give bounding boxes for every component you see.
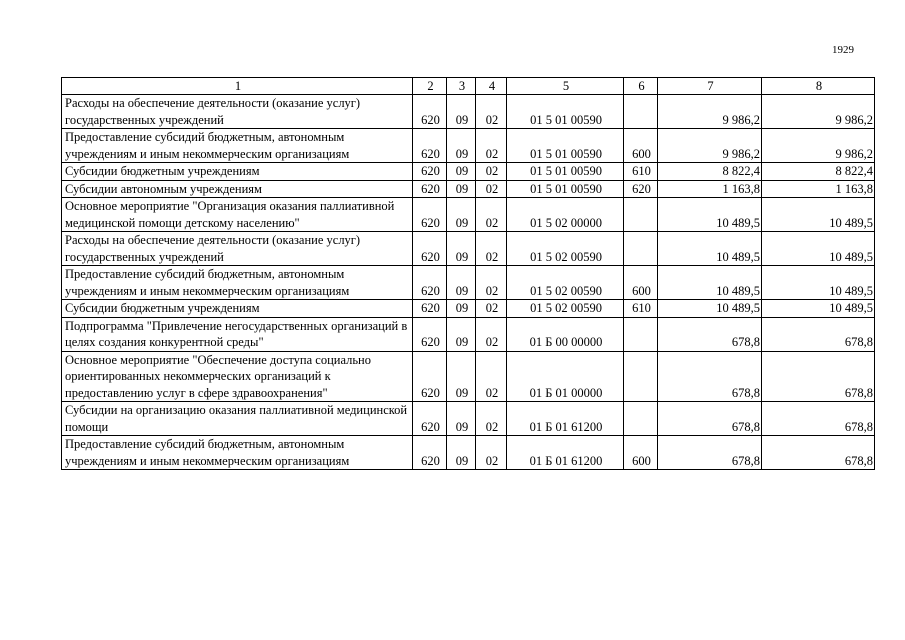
row-name-cell: Расходы на обеспечение деятельности (оказание услуг) государственных учреждений — [62, 232, 413, 266]
row-amount-col8: 8 822,4 — [762, 163, 875, 181]
row-ved-code: 620 — [413, 402, 447, 436]
row-ved-code: 620 — [413, 95, 447, 129]
row-section-code: 09 — [447, 402, 476, 436]
row-expense-type-code — [624, 198, 658, 232]
row-name-cell: Субсидии на организацию оказания паллиативной медицинской помощи — [62, 402, 413, 436]
row-expense-type-code: 610 — [624, 300, 658, 318]
row-section-code: 09 — [447, 180, 476, 198]
row-name-cell: Расходы на обеспечение деятельности (оказание услуг) государственных учреждений — [62, 95, 413, 129]
row-amount-col8: 10 489,5 — [762, 300, 875, 318]
table-row — [62, 163, 875, 181]
table-header — [62, 78, 875, 95]
row-section-code: 09 — [447, 95, 476, 129]
row-name-cell: Основное мероприятие "Организация оказания паллиативной медицинской помощи детскому населению" — [62, 198, 413, 232]
row-name-cell: Предоставление субсидий бюджетным, автономным учреждениям и иным некоммерческим организациям — [62, 129, 413, 163]
table-row — [62, 436, 875, 470]
row-amount-col7: 678,8 — [658, 317, 762, 351]
row-expense-type-code: 600 — [624, 436, 658, 470]
table-row — [62, 351, 875, 402]
row-ved-code: 620 — [413, 317, 447, 351]
table-row — [62, 129, 875, 163]
table-row — [62, 180, 875, 198]
table-row — [62, 317, 875, 351]
row-amount-col7: 1 163,8 — [658, 180, 762, 198]
row-name-cell: Предоставление субсидий бюджетным, автономным учреждениям и иным некоммерческим организациям — [62, 266, 413, 300]
row-ved-code: 620 — [413, 351, 447, 402]
row-amount-col8: 1 163,8 — [762, 180, 875, 198]
row-target-article-code: 01 5 02 00000 — [507, 198, 624, 232]
row-expense-type-code: 600 — [624, 266, 658, 300]
row-amount-col8: 678,8 — [762, 402, 875, 436]
row-subsection-code: 02 — [476, 266, 507, 300]
table-row — [62, 198, 875, 232]
row-ved-code: 620 — [413, 198, 447, 232]
table-row — [62, 266, 875, 300]
row-ved-code: 620 — [413, 266, 447, 300]
row-amount-col8: 9 986,2 — [762, 95, 875, 129]
row-target-article-code: 01 5 01 00590 — [507, 163, 624, 181]
row-expense-type-code: 600 — [624, 129, 658, 163]
row-section-code: 09 — [447, 129, 476, 163]
row-section-code: 09 — [447, 163, 476, 181]
row-ved-code: 620 — [413, 232, 447, 266]
row-target-article-code: 01 5 01 00590 — [507, 129, 624, 163]
row-amount-col8: 9 986,2 — [762, 129, 875, 163]
row-ved-code: 620 — [413, 300, 447, 318]
row-amount-col8: 10 489,5 — [762, 266, 875, 300]
column-header: 8 — [762, 78, 875, 95]
table-row — [62, 95, 875, 129]
row-amount-col7: 10 489,5 — [658, 266, 762, 300]
row-section-code: 09 — [447, 198, 476, 232]
row-amount-col7: 10 489,5 — [658, 232, 762, 266]
row-subsection-code: 02 — [476, 198, 507, 232]
row-subsection-code: 02 — [476, 402, 507, 436]
row-target-article-code: 01 5 01 00590 — [507, 180, 624, 198]
row-target-article-code: 01 5 02 00590 — [507, 300, 624, 318]
row-amount-col7: 678,8 — [658, 351, 762, 402]
row-amount-col7: 9 986,2 — [658, 129, 762, 163]
row-target-article-code: 01 Б 01 61200 — [507, 402, 624, 436]
row-ved-code: 620 — [413, 129, 447, 163]
row-section-code: 09 — [447, 436, 476, 470]
row-ved-code: 620 — [413, 180, 447, 198]
row-expense-type-code — [624, 351, 658, 402]
row-subsection-code: 02 — [476, 95, 507, 129]
row-subsection-code: 02 — [476, 351, 507, 402]
row-name-cell: Субсидии бюджетным учреждениям — [62, 300, 413, 318]
row-subsection-code: 02 — [476, 129, 507, 163]
table-body — [62, 95, 875, 470]
row-expense-type-code — [624, 95, 658, 129]
row-expense-type-code — [624, 317, 658, 351]
row-target-article-code: 01 5 02 00590 — [507, 266, 624, 300]
row-target-article-code: 01 5 01 00590 — [507, 95, 624, 129]
row-expense-type-code: 620 — [624, 180, 658, 198]
row-amount-col7: 10 489,5 — [658, 198, 762, 232]
row-name-cell: Субсидии бюджетным учреждениям — [62, 163, 413, 181]
row-section-code: 09 — [447, 317, 476, 351]
table-row — [62, 300, 875, 318]
row-amount-col7: 678,8 — [658, 436, 762, 470]
row-amount-col8: 10 489,5 — [762, 198, 875, 232]
row-amount-col8: 678,8 — [762, 436, 875, 470]
table-row — [62, 232, 875, 266]
column-header: 7 — [658, 78, 762, 95]
row-name-cell: Основное мероприятие "Обеспечение доступа социально ориентированных некоммерческих организаций к предоставлению услуг в сфере здравоохранения" — [62, 351, 413, 402]
row-subsection-code: 02 — [476, 317, 507, 351]
column-header: 2 — [413, 78, 447, 95]
column-header: 3 — [447, 78, 476, 95]
column-header: 5 — [507, 78, 624, 95]
row-amount-col7: 10 489,5 — [658, 300, 762, 318]
row-amount-col8: 678,8 — [762, 317, 875, 351]
row-amount-col7: 678,8 — [658, 402, 762, 436]
column-header: 6 — [624, 78, 658, 95]
column-number-row — [62, 78, 875, 95]
row-target-article-code: 01 Б 01 61200 — [507, 436, 624, 470]
row-section-code: 09 — [447, 232, 476, 266]
row-target-article-code: 01 Б 01 00000 — [507, 351, 624, 402]
row-amount-col7: 8 822,4 — [658, 163, 762, 181]
row-ved-code: 620 — [413, 163, 447, 181]
budget-table — [61, 77, 875, 470]
page-number: 1929 — [832, 44, 854, 56]
row-subsection-code: 02 — [476, 300, 507, 318]
row-name-cell: Предоставление субсидий бюджетным, автономным учреждениям и иным некоммерческим организациям — [62, 436, 413, 470]
row-target-article-code: 01 5 02 00590 — [507, 232, 624, 266]
row-subsection-code: 02 — [476, 163, 507, 181]
row-expense-type-code: 610 — [624, 163, 658, 181]
row-amount-col7: 9 986,2 — [658, 95, 762, 129]
row-amount-col8: 678,8 — [762, 351, 875, 402]
row-name-cell: Субсидии автономным учреждениям — [62, 180, 413, 198]
row-ved-code: 620 — [413, 436, 447, 470]
row-amount-col8: 10 489,5 — [762, 232, 875, 266]
column-header: 4 — [476, 78, 507, 95]
row-name-cell: Подпрограмма "Привлечение негосударственных организаций в целях создания конкурентной среды" — [62, 317, 413, 351]
row-subsection-code: 02 — [476, 436, 507, 470]
row-target-article-code: 01 Б 00 00000 — [507, 317, 624, 351]
column-header: 1 — [62, 78, 413, 95]
table-row — [62, 402, 875, 436]
row-subsection-code: 02 — [476, 232, 507, 266]
row-section-code: 09 — [447, 266, 476, 300]
row-subsection-code: 02 — [476, 180, 507, 198]
row-expense-type-code — [624, 402, 658, 436]
row-section-code: 09 — [447, 351, 476, 402]
row-section-code: 09 — [447, 300, 476, 318]
row-expense-type-code — [624, 232, 658, 266]
